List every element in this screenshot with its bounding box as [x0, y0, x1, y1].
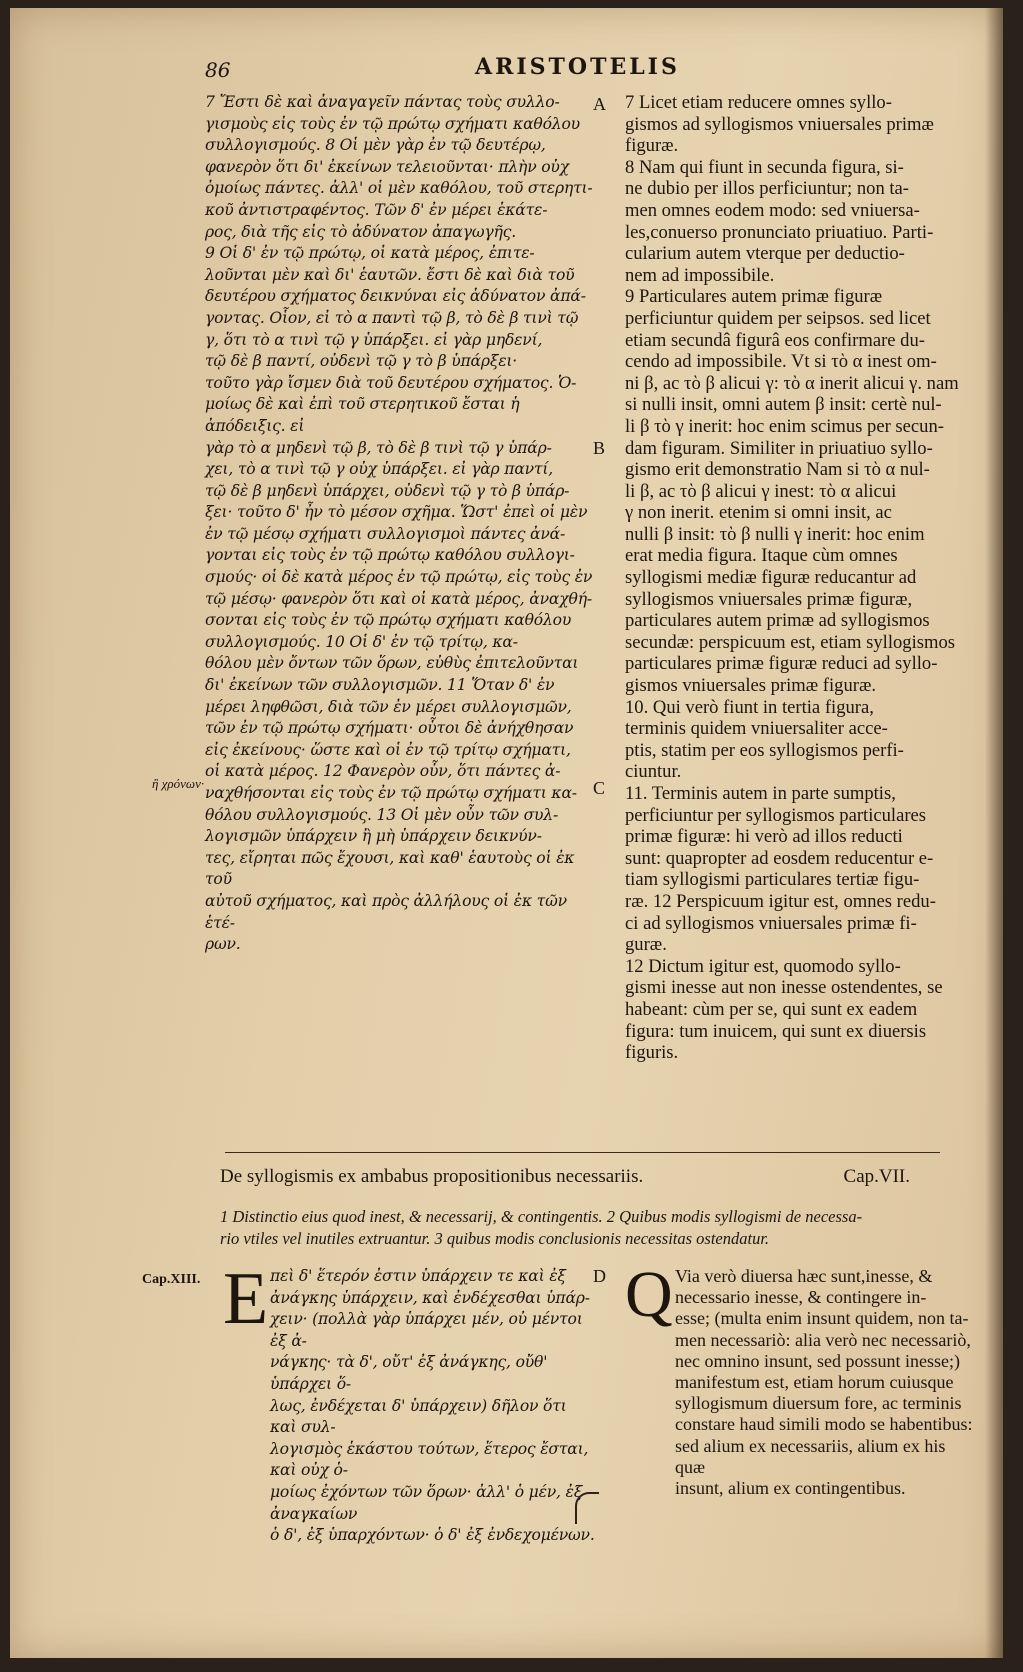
chapter-summary: 1 Distinctio eius quod inest, & necessarij, & contingentis. 2 Quibus modis syllogismi de necessa- rio vtiles vel inutiles extruantur. 3 quibus modis conclusionis necessitas ostendatur.	[220, 1207, 863, 1248]
greek-column-top: 7 Ἔστι δὲ καὶ ἀναγαγεῖν πάντας τοὺς συλλο- γισμοὺς εἰς τοὺς ἐν τῷ πρώτῳ σχήματι καθόλου συλλογισμούς. 8 Οἱ μὲν γὰρ ἐν τῷ δευτέρῳ, φανερὸν ὅτι δι' ἐκείνων τελειοῦνται· πλὴν οὐχ ὁμοίως πάντες. ἀλλ' οἱ μὲν καθόλου, τοῦ στερητι- κοῦ ἀντιστραφέντος. Τῶν δ' ἐν μέρει ἑκάτε- ρος, διὰ τῆς εἰς τὸ ἀδύνατον ἀπαγωγῆς. 9 Οἱ δ' ἐν τῷ πρώτῳ, οἱ κατὰ μέρος, ἐπιτε- λοῦνται μὲν καὶ δι' ἑαυτῶν. ἔστι δὲ καὶ διὰ τοῦ δευτέρου σχήματος δεικνύναι εἰς ἀδύνατον ἀπά- γοντας. Οἷον, εἰ τὸ α παντὶ τῷ β, τὸ δὲ β τινὶ τῷ γ, ὅτι τὸ α τινὶ τῷ γ ὑπάρξει. εἰ γὰρ μηδενί, τῷ δὲ β παντί, οὐδενὶ τῷ γ τὸ β ὑπάρξει· τοῦτο γὰρ ἴσμεν διὰ τοῦ δευτέρου σχήματος. Ὁ- μοίως δὲ καὶ ἐπὶ τοῦ στερητικοῦ ἔσται ἡ ἀπόδειξις. εἰ γὰρ τὸ α μηδενὶ τῷ β, τὸ δὲ β τινὶ τῷ γ ὑπάρ- χει, τὸ α τινὶ τῷ γ οὐχ ὑπάρξει. εἰ γὰρ παντί, τῷ δὲ β μηδενὶ ὑπάρχει, οὐδενὶ τῷ γ τὸ β ὑπάρ- ξει· τοῦτο δ' ἦν τὸ μέσον σχῆμα. Ὥστ' ἐπεὶ οἱ μὲν ἐν τῷ μέσῳ σχήματι συλλογισμοὶ πάντες ἀνά- γονται εἰς τοὺς ἐν τῷ πρώτῳ καθόλου συλλογι- σμούς· οἱ δὲ κατὰ μέρος ἐν τῷ πρώτῳ, εἰς τοὺς ἐν τῷ μέσῳ· φανερὸν ὅτι καὶ οἱ κατὰ μέρος, ἀναχθή- σονται εἰς τοὺς ἐν τῷ πρώτῳ σχήματι καθόλου συλλογισμούς. 10 Οἱ δ' ἐν τῷ τρίτῳ, κα- θόλου μὲν ὄντων τῶν ὅρων, εὐθὺς ἐπιτελοῦνται δι' ἐκείνων τῶν συλλογισμῶν. 11 Ὅταν δ' ἐν μέρει ληφθῶσι, διὰ τῶν ἐν μέρει συλλογισμῶν, τῶν ἐν τῷ πρώτῳ σχήματι· οὗτοι δὲ ἀνήχθησαν εἰς ἐκείνους· ὥστε καὶ οἱ ἐν τῷ τρίτῳ σχήματι, οἱ κατὰ μέρος. 12 Φανερὸν οὖν, ὅτι πάντες ἀ- ναχθήσονται εἰς τοὺς ἐν τῷ πρώτῳ σχήματι κα- θόλου συλλογισμούς. 13 Οἱ μὲν οὖν τῶν συλ- λογισμῶν ὑπάρχειν ἢ μὴ ὑπάρχειν δεικνύν- τες, εἴρηται πῶς ἔχουσι, καὶ καθ' ἑαυτοὺς οἱ ἐκ τοῦ αὐτοῦ σχήματος, καὶ πρὸς ἀλλήλους οἱ ἐκ τῶν ἑτέ- ρων.	[205, 93, 593, 954]
section-divider	[225, 1152, 940, 1153]
margin-letter-b: B	[593, 438, 606, 458]
chapter-number: Cap.VII.	[843, 1166, 910, 1187]
latin-column-top: 7 Licet etiam reducere omnes syllo- gismos ad syllogismos vniuersales primæ figuræ. 8 Nam qui fiunt in secunda figura, si- ne dubio per illos perficiuntur; non ta- men omnes eodem modo: sed vniuersa- les,conuerso pronunciato priuatiuo. Parti- cularium autem vterque per deductio- nem ad impossibile. 9 Particulares autem primæ figuræ perficiuntur quidem per seipsos. sed licet etiam secundâ figurâ eos confirmare du- cendo ad impossibile. Vt si τὸ α inest om- ni β, ac τὸ β alicui γ: τὸ α inerit alicui γ. nam si nulli insit, omni autem β insit: certè nul- li β τὸ γ inerit: hoc enim scimus per secun- dam figuram. Similiter in priuatiuo syllo- gismo erit demonstratio Nam si τὸ α nul- li β, ac τὸ β alicui γ inest: τὸ α alicui γ non inerit. etenim si omni insit, ac nulli β insit: τὸ β nulli γ inerit: hoc enim erat media figura. Itaque cùm omnes syllogismi mediæ figuræ reducantur ad syllogismos vniuersales primæ figuræ, particulares autem primæ ad syllogismos secundæ: perspicuum est, etiam syllogismos particulares primæ figuræ reduci ad syllo- gismos vniuersales primæ figuræ. 10. Qui verò fiunt in tertia figura, terminis quidem vniuersaliter acce- ptis, statim per eos syllogismos perfi- ciuntur. 11. Terminis autem in parte sumptis, perficiuntur per syllogismos particulares primæ figuræ: hi verò ad illos reducti sunt: quapropter ad eosdem reducentur e- tiam syllogismi particulares tertiæ figu- ræ. 12 Perspicuum igitur est, omnes redu- ci ad syllogismos vniuersales primæ fi- guræ. 12 Dictum igitur est, quomodo syllo- gismi inesse aut non inesse ostendentes, se habeant: cùm per se, qui sunt ex eadem figura: tum inuicem, qui sunt ex diuersis figuris.	[625, 92, 959, 1064]
margin-letter-c: C	[593, 778, 606, 798]
book-page	[10, 8, 1003, 1658]
greek-chapter-number: Cap.XIII.	[142, 1272, 201, 1287]
catchword-mark	[575, 1492, 599, 1524]
greek-column-bottom: πεὶ δ' ἕτερόν ἐστιν ὑπάρχειν τε καὶ ἐξ ἀνάγκης ὑπάρχειν, καὶ ἐνδέχεσθαι ὑπάρ- χειν· (πολλὰ γὰρ ὑπάρχει μέν, οὐ μέντοι ἐξ ἀ- νάγκης· τὰ δ', οὔτ' ἐξ ἀνάγκης, οὔθ' ὑπάρχει ὅ- λως, ἐνδέχεται δ' ὑπάρχειν) δῆλον ὅτι καὶ συλ- λογισμὸς ἑκάστου τούτων, ἕτερος ἔσται, καὶ οὐχ ὁ- μοίως ἐχόντων τῶν ὅρων· ἀλλ' ὁ μέν, ἐξ ἀναγκαίων ὁ δ', ἐξ ὑπαρχόντων· ὁ δ' ἐξ ἐνδεχομένων.	[270, 1267, 595, 1545]
latin-column-bottom: Via verò diuersa hæc sunt,inesse, & necessario inesse, & contingere in- esse; (multa enim insunt quidem, non ta- men necessariò: alia verò nec necessariò, nec omnino insunt, sed possunt inesse;) manifestum est, etiam horum cuiusque syllogismum diuersum fore, ac terminis constare haud simili modo se habentibus: sed alium ex necessariis, alium ex his quæ insunt, alium ex contingentibus.	[675, 1266, 973, 1499]
running-head	[205, 54, 905, 88]
margin-letter-d: D	[593, 1266, 606, 1286]
running-head-title: ARISTOTELIS	[475, 54, 680, 80]
page-number: 86	[205, 58, 231, 82]
greek-drop-cap: Ε	[223, 1258, 269, 1340]
margin-letter-a: A	[593, 94, 606, 114]
greek-margin-note: ἢ χρόνων·	[152, 776, 205, 791]
chapter-title: De syllogismis ex ambabus propositionibus necessariis.	[220, 1166, 644, 1187]
latin-drop-cap: Q	[625, 1258, 673, 1331]
page-edge-shadow	[985, 8, 1003, 1658]
